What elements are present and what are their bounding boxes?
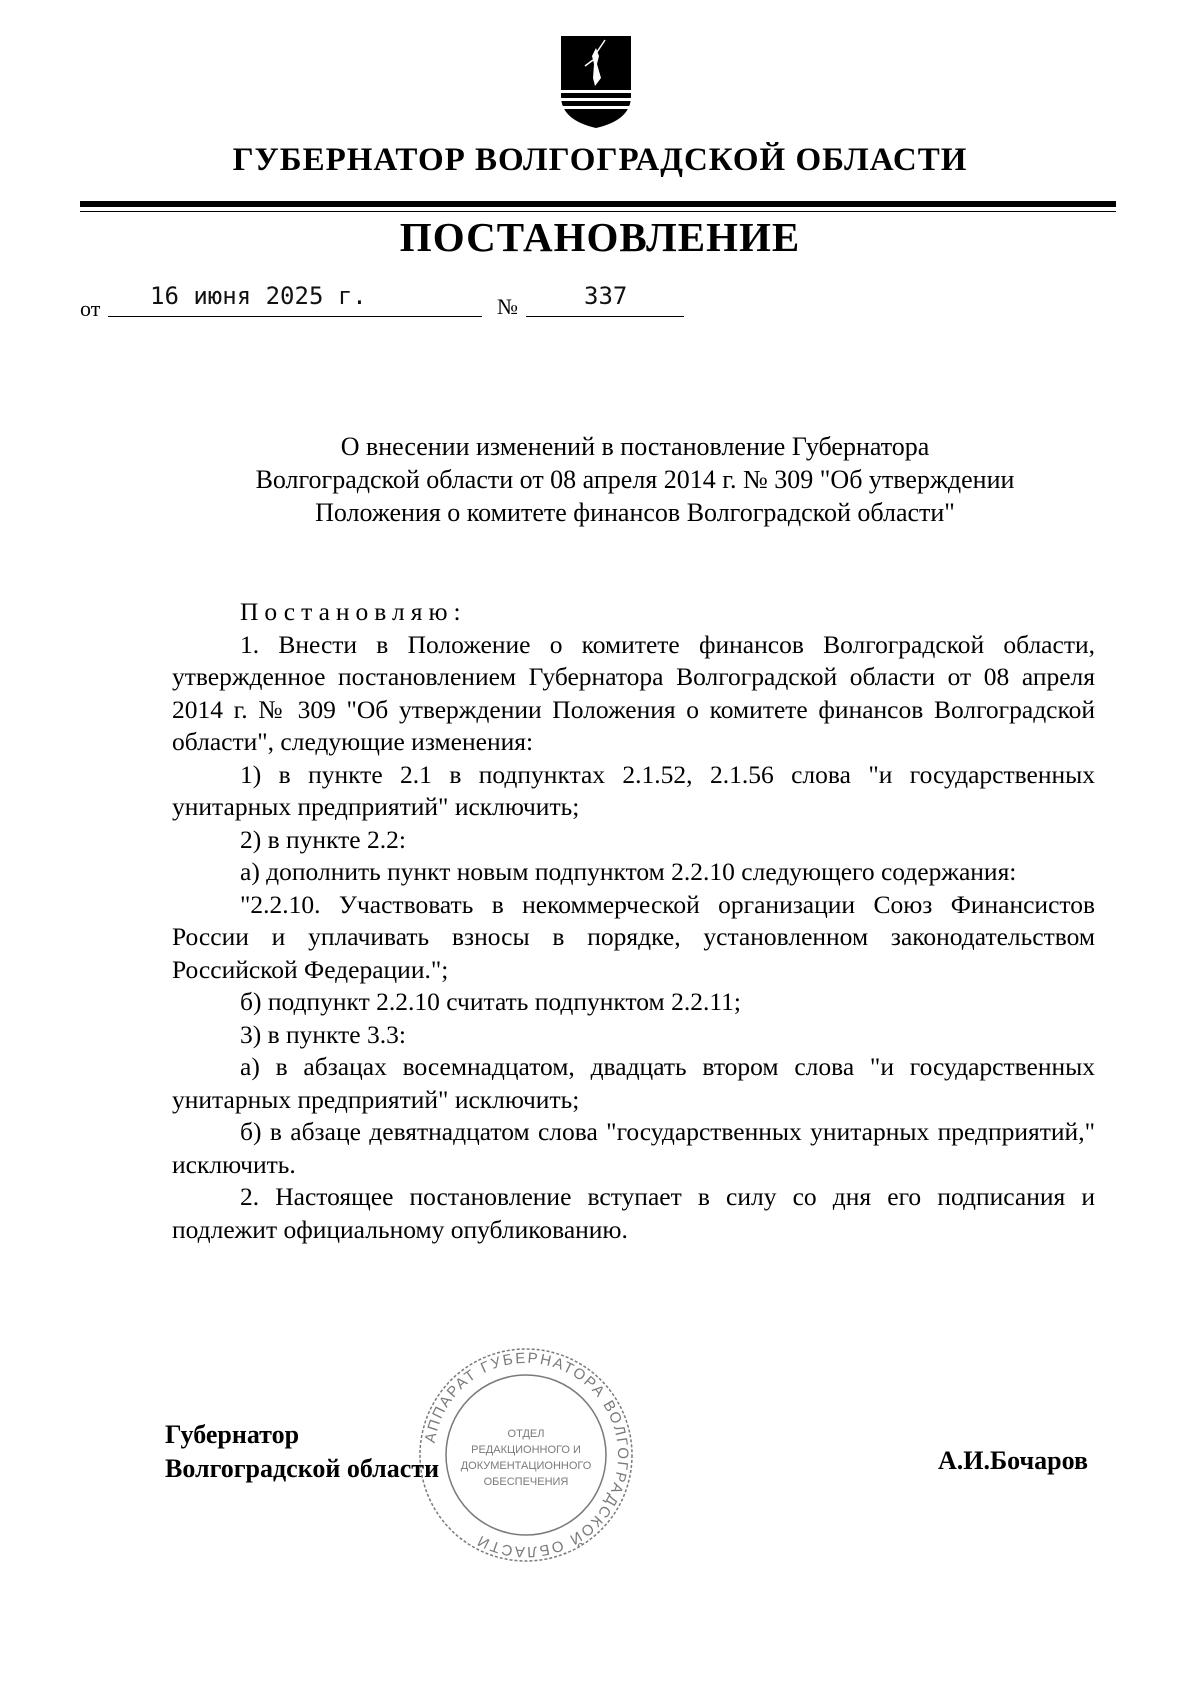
paragraph: 1) в пункте 2.1 в подпунктах 2.1.52, 2.1.56 слова "и государственных унитарных предприятий" исключить; [172,759,1095,821]
paragraph: 2) в пункте 2.2: [240,824,406,854]
svg-text:АППАРАТ ГУБЕРНАТОРА ВОЛГОГРАДС: АППАРАТ ГУБЕРНАТОРА ВОЛГОГРАДСКОЙ ОБЛАСТИ [421,1349,632,1561]
subject-line: Положения о комитете финансов Волгоградской области" [315,498,955,527]
paragraph: а) в абзацах восемнадцатом, двадцать втором слова "и государственных унитарных предприятий" исключить; [172,1052,1095,1114]
paragraph: б) подпункт 2.2.10 считать подпунктом 2.2.11; [240,987,741,1016]
number-underline [526,316,684,317]
document-body [172,596,1095,1246]
authority-title: ГУБЕРНАТОР ВОЛГОГРАДСКОЙ ОБЛАСТИ [232,142,968,178]
document-type-title: ПОСТАНОВЛЕНИЕ [399,214,801,260]
signatory-position-line: Губернатор [165,1420,300,1449]
official-stamp-icon [416,1345,636,1565]
signatory-position-line: Волгоградской области [165,1454,440,1483]
subject-line: О внесении изменений в постановление Губернатора [340,432,930,461]
paragraph: а) дополнить пункт новым подпунктом 2.2.10 следующего содержания: [240,857,1017,886]
svg-text:ОТДЕЛ: ОТДЕЛ [507,1428,545,1440]
date-underline [108,316,482,317]
paragraph: б) в абзаце девятнадцатом слова "государственных унитарных предприятий," исключить. [172,1117,1095,1179]
decree-word: Постановляю: [240,597,467,626]
svg-text:РЕДАКЦИОННОГО И: РЕДАКЦИОННОГО И [471,1444,581,1456]
svg-text:ОБЕСПЕЧЕНИЯ: ОБЕСПЕЧЕНИЯ [483,1476,569,1488]
number-value: 337 [584,282,628,310]
signatory-name: А.И.Бочаров [937,1446,1088,1475]
header-rule-thick [80,201,1116,207]
signatory-position [165,1418,439,1486]
document-subject [160,430,1110,529]
date-prefix: от [80,296,101,321]
number-prefix: № [497,294,518,319]
paragraph: 2. Настоящее постановление вступает в силу со дня его подписания и подлежит официальному опубликованию. [172,1182,1095,1244]
header-rule-thin [80,211,1116,212]
volgograd-emblem-icon [559,34,633,130]
subject-line: Волгоградской области от 08 апреля 2014 г. № 309 "Об утверждении [255,465,1015,494]
paragraph: 3) в пункте 3.3: [240,1019,406,1049]
paragraph: "2.2.10. Участвовать в некоммерческой организации Союз Финансистов России и уплачивать взносы в порядке, установленном законодательством Российской Федерации."; [172,889,1095,984]
paragraph: 1. Внести в Положение о комитете финансов Волгоградской области, утвержденное постановлением Губернатора Волгоградской области от 08 апреля 2014 г. № 309 "Об утверждении Положения о комитете финансов Волгоградской области", следующие изменения: [172,629,1095,756]
date-value: 16 июня 2025 г. [150,282,367,310]
svg-text:ДОКУМЕНТАЦИОННОГО: ДОКУМЕНТАЦИОННОГО [460,1460,592,1472]
